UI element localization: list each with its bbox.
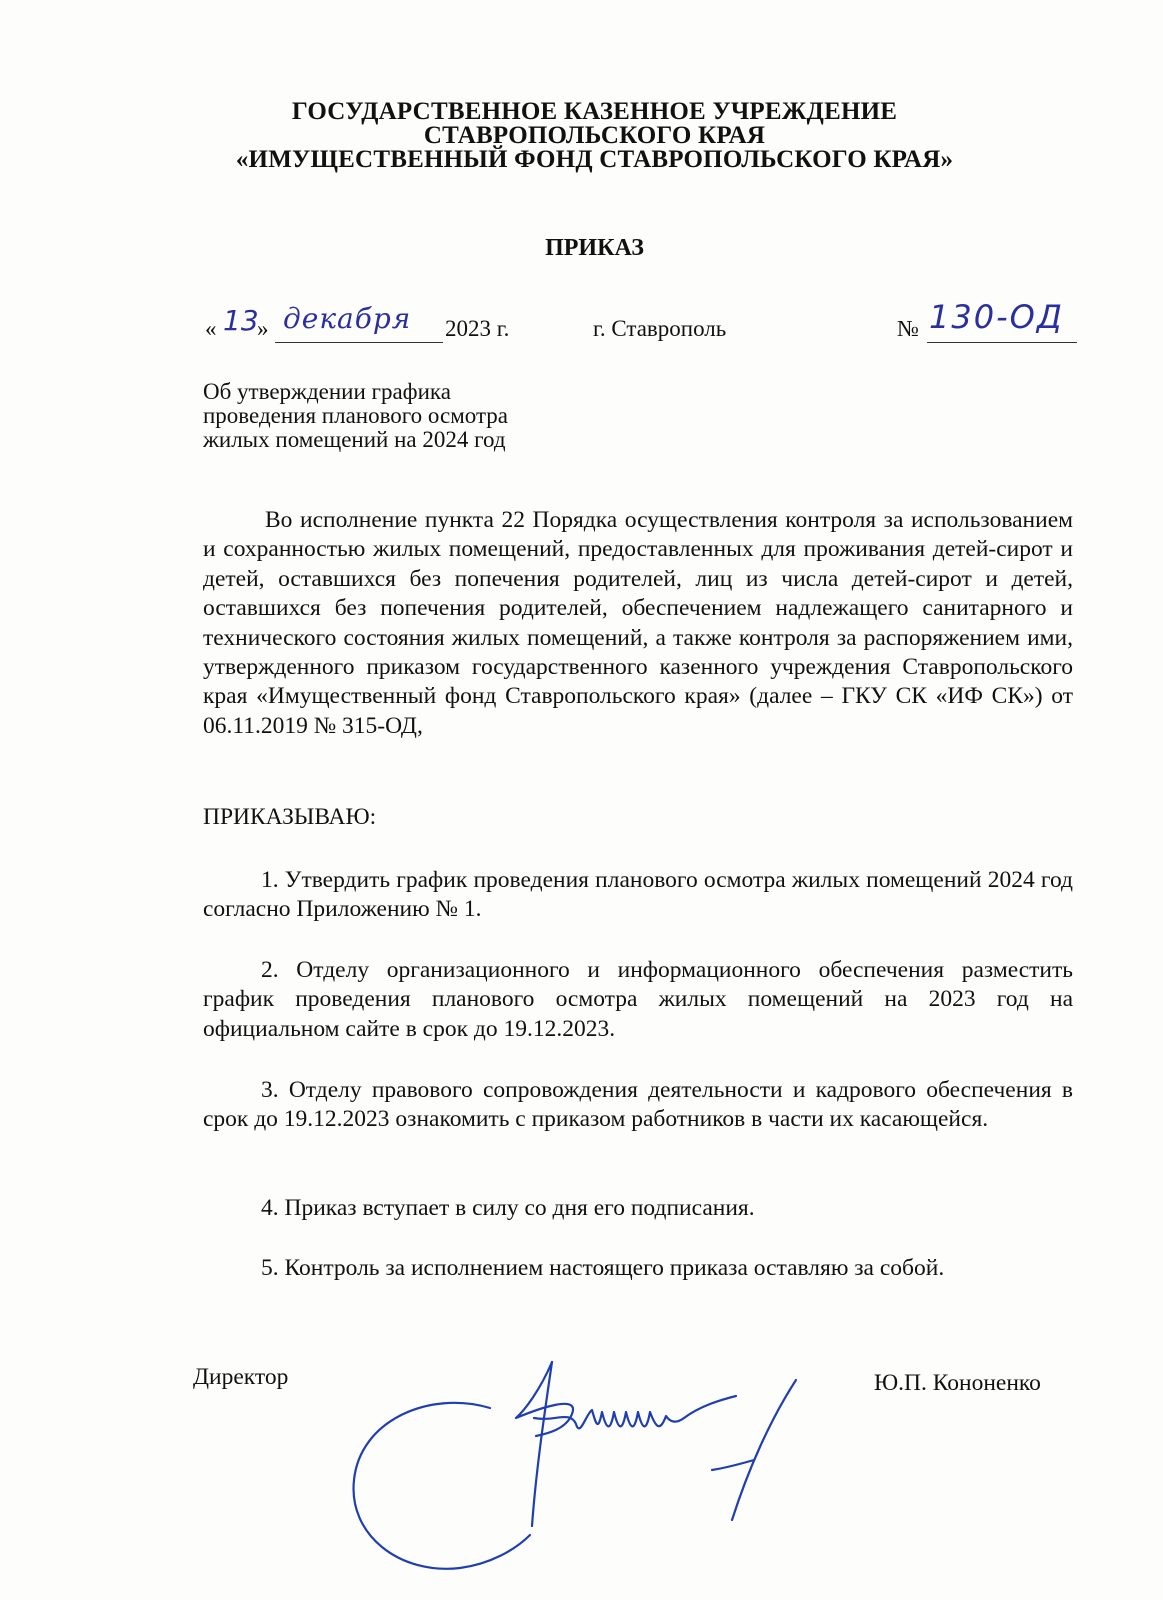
order-subject: [203, 380, 508, 452]
date-quote-open: «: [205, 316, 217, 341]
header-line-2: СТАВРОПОЛЬСКОГО КРАЯ: [423, 122, 766, 149]
signer-name: Ю.П. Кононенко: [874, 1370, 1041, 1396]
date-year: 2023 г.: [445, 316, 510, 341]
date-month-handwritten: декабря: [283, 302, 412, 335]
date-day-handwritten: 13: [223, 304, 259, 337]
signer-position: Директор: [193, 1364, 289, 1390]
order-item-3: 3. Отделу правового сопровождения деятельности и кадрового обеспечения в срок до 19.12.2023 ознакомить с приказом работников в части их касающейся.: [203, 1077, 1073, 1133]
subject-line-1: Об утверждении графика: [203, 379, 451, 404]
order-word: ПРИКАЗЫВАЮ:: [203, 804, 377, 830]
number-underline: [927, 342, 1077, 343]
order-item-5: 5. Контроль за исполнением настоящего приказа оставляю за собой.: [261, 1255, 945, 1281]
preamble: [203, 506, 1073, 741]
order-item-2: 2. Отделу организационного и информационного обеспечения разместить график проведения планового осмотра жилых помещений на 2023 год на официальном сайте в срок до 19.12.2023.: [203, 957, 1073, 1042]
order-item-1: 1. Утвердить график проведения планового осмотра жилых помещений 2024 год согласно Приложению № 1.: [203, 867, 1073, 923]
header-line-1: ГОСУДАРСТВЕННОЕ КАЗЕННОЕ УЧРЕЖДЕНИЕ: [291, 98, 898, 125]
handwritten-signature: [340, 1350, 820, 1580]
date-underline: [275, 342, 443, 343]
document-type-title: ПРИКАЗ: [545, 235, 644, 261]
subject-line-2: проведения планового осмотра: [203, 403, 508, 428]
date-quote-close: »: [257, 316, 269, 341]
preamble-paragraph: Во исполнение пункта 22 Порядка осуществления контроля за использованием и сохранностью жилых помещений, предоставленных для проживания детей-сирот и детей, оставшихся без попечения родителей, лиц из числа детей-сирот и детей, оставшихся без попечения родителей, обеспечением надлежащего санитарного и технического состояния жилых помещений, а также контроля за распоряжением ими, утвержденного приказом государственного казенного учреждения Ставропольского края «Имущественный фонд Ставропольского края» (далее – ГКУ СК «ИФ СК») от 06.11.2019 № 315-ОД,: [203, 507, 1073, 739]
header-line-3: «ИМУЩЕСТВЕННЫЙ ФОНД СТАВРОПОЛЬСКОГО КРАЯ»: [235, 146, 954, 173]
dateline: [205, 298, 1095, 352]
organization-header: [0, 100, 1163, 172]
subject-line-3: жилых помещений на 2024 год: [203, 427, 506, 452]
number-sign: №: [897, 316, 919, 341]
city: г. Ставрополь: [593, 316, 727, 341]
order-number-handwritten: 130-ОД: [929, 298, 1064, 336]
order-item-4: 4. Приказ вступает в силу со дня его подписания.: [261, 1195, 755, 1221]
